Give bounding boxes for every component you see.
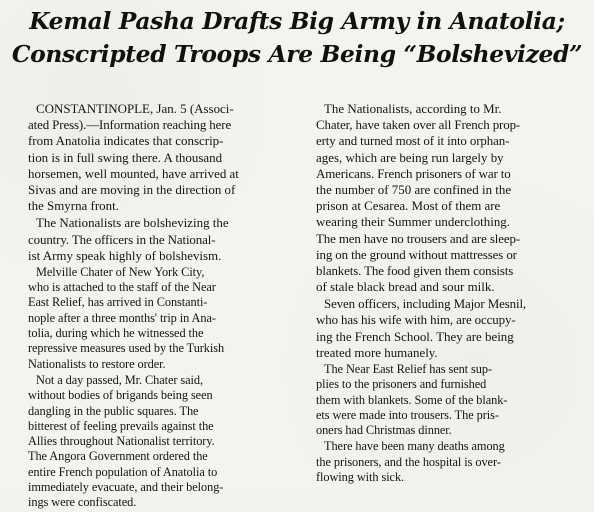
right-p3-line-1: The Near East Relief has sent sup- — [324, 362, 492, 376]
left-p1-line-1: CONSTANTINOPLE, Jan. 5 (Associ- — [36, 101, 234, 116]
left-p3-line-6: repressive measures used by the Turkish — [28, 341, 225, 356]
left-p3-line-2: who is attached to the staff of the Near — [28, 280, 216, 295]
right-p1-line-12: of stale black bread and sour milk. — [316, 279, 495, 295]
left-p1-line-5: horsemen, well mounted, have arrived at — [28, 165, 239, 181]
right-p1-line-10: ing on the ground without mattresses or — [316, 246, 517, 262]
left-p2-line-3: ist Army speak highly of bolshevism. — [28, 247, 222, 263]
right-p1-line-7: prison at Cesarea. Most of them are — [316, 198, 501, 214]
right-paragraph-1 — [316, 101, 586, 295]
left-p4-line-2: without bodies of brigands being seen — [28, 388, 213, 403]
right-p3-line-5: oners had Christmas dinner. — [316, 423, 452, 438]
left-p2-line-1: The Nationalists are bolshevizing the — [36, 215, 229, 231]
right-p1-line-4: ages, which are being run largely by — [316, 149, 504, 165]
left-p4-line-6: The Angora Government ordered the — [28, 449, 208, 464]
right-p1-line-11: blankets. The food given them consists — [316, 262, 514, 278]
left-paragraph-2 — [28, 215, 310, 264]
left-column — [28, 101, 310, 512]
left-p4-line-1: Not a day passed, Mr. Chater said, — [36, 372, 203, 387]
headline-line-2: Conscripted Troops Are Being “Bolshevized” — [11, 40, 583, 68]
left-p3-line-4: nople after a three months' trip in Ana- — [28, 310, 216, 325]
right-p2-line-3: ing the French School. They are being — [316, 328, 514, 344]
left-paragraph-1 — [28, 101, 310, 214]
left-p1-line-6: Sivas and are moving in the direction of — [28, 181, 236, 197]
right-p1-line-2: Chater, have taken over all French prop- — [316, 117, 521, 133]
left-p1-line-2: ated Press).—Information reaching here — [28, 117, 232, 133]
left-p3-line-7: Nationalists to restore order. — [28, 356, 166, 371]
right-p4-line-2: the prisoners, and the hospital is over- — [316, 454, 501, 469]
right-p3-line-2: plies to the prisoners and furnished — [316, 377, 487, 392]
article-headline — [8, 6, 586, 70]
right-p1-line-8: wearing their Summer underclothing. — [316, 214, 511, 230]
left-p1-line-3: from Anatolia indicates that conscrip- — [28, 133, 224, 149]
left-p4-line-4: bitterest of feeling prevails against the — [28, 418, 214, 433]
left-p4-line-5: Allies throughout Nationalist territory. — [28, 434, 215, 449]
right-p3-line-3: them with blankets. Some of the blank- — [316, 392, 508, 407]
left-p1-line-4: tion is in full swing there. A thousand — [28, 149, 223, 165]
right-p2-line-2: who has his wife with him, are occupy- — [316, 312, 516, 328]
right-p2-line-1: Seven officers, including Major Mesnil, — [324, 296, 527, 312]
left-p2-line-2: country. The officers in the National- — [28, 231, 216, 247]
right-paragraph-3 — [316, 362, 586, 438]
left-p4-line-9: ings were confiscated. — [28, 495, 137, 510]
left-p3-line-3: East Relief, has arrived in Constanti- — [28, 295, 208, 310]
left-p3-line-5: tolia, during which he witnessed the — [28, 326, 204, 341]
right-paragraph-4 — [316, 439, 586, 485]
right-paragraph-2 — [316, 296, 586, 361]
right-p1-line-3: erty and turned most of it into orphan- — [316, 133, 510, 149]
right-p1-line-9: The men have no trousers and are sleep- — [316, 230, 521, 246]
right-p3-line-4: ets were made into trousers. The pris- — [316, 407, 499, 422]
right-p4-line-3: flowing with sick. — [316, 470, 405, 485]
left-p4-line-8: immediately evacuate, and their belong- — [28, 480, 224, 495]
left-p1-line-7: the Smyrna front. — [28, 198, 119, 214]
left-paragraph-3 — [28, 265, 310, 372]
left-p4-line-7: entire French population of Anatolia to — [28, 464, 218, 479]
right-p2-line-4: treated more humanely. — [316, 344, 438, 360]
right-column — [316, 101, 586, 486]
right-p1-line-6: the number of 750 are confined in the — [316, 181, 512, 197]
headline-line-1: Kemal Pasha Drafts Big Army in Anatolia; — [29, 7, 565, 35]
right-p4-line-1: There have been many deaths among — [324, 439, 505, 454]
right-p1-line-1: The Nationalists, according to Mr. — [324, 101, 502, 116]
left-p3-line-1: Melville Chater of New York City, — [36, 264, 205, 279]
left-p4-line-3: dangling in the public squares. The — [28, 403, 199, 418]
right-p1-line-5: Americans. French prisoners of war to — [316, 165, 511, 181]
